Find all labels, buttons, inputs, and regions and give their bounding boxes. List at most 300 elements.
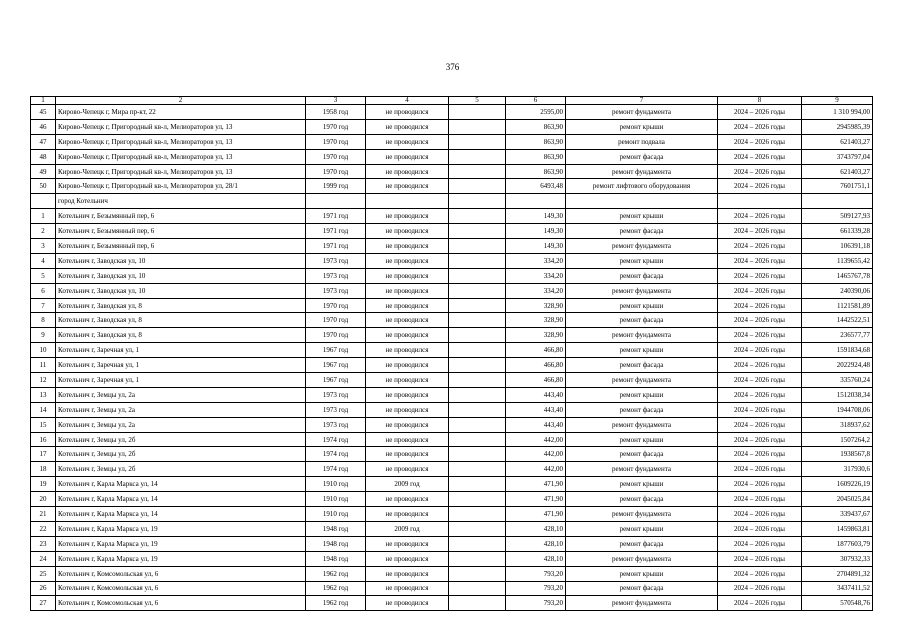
area-cell: 443,40 [506,417,566,432]
period-cell: 2024 – 2026 годы [718,596,802,611]
page-number: 376 [445,62,460,72]
period-cell: 2024 – 2026 годы [718,105,802,120]
row-number: 19 [31,477,56,492]
period-cell: 2024 – 2026 годы [718,551,802,566]
period-cell: 2024 – 2026 годы [718,164,802,179]
area-cell: 6493,48 [506,179,566,194]
empty-cell [449,373,506,388]
build-year-cell: 1999 год [306,179,366,194]
work-type-cell: ремонт фасада [566,536,718,551]
build-year-cell: 1967 год [306,373,366,388]
address-cell: Котельнич г, Карла Маркса ул, 19 [56,551,306,566]
row-number: 4 [31,253,56,268]
area-cell: 471,90 [506,477,566,492]
table-row [31,298,873,313]
table-row [31,313,873,328]
build-year-cell: 1970 год [306,134,366,149]
table-row [31,164,873,179]
cost-cell: 1442522,51 [802,313,873,328]
last-overhaul-cell: не проводился [366,328,449,343]
last-overhaul-cell: 2009 год [366,477,449,492]
empty-cell [366,194,449,209]
last-overhaul-cell: не проводился [366,417,449,432]
empty-cell [449,298,506,313]
build-year-cell: 1974 год [306,447,366,462]
period-cell: 2024 – 2026 годы [718,462,802,477]
table-row [31,387,873,402]
empty-cell [449,343,506,358]
cost-cell: 1459863,81 [802,521,873,536]
last-overhaul-cell: не проводился [366,149,449,164]
address-cell: Котельнич г, Заводская ул, 10 [56,283,306,298]
work-type-cell: ремонт крыши [566,253,718,268]
empty-cell [449,521,506,536]
row-number: 24 [31,551,56,566]
table-row [31,224,873,239]
last-overhaul-cell: не проводился [366,119,449,134]
period-cell: 2024 – 2026 годы [718,298,802,313]
table-row [31,507,873,522]
address-cell: Котельнич г, Земцы ул, 2а [56,387,306,402]
build-year-cell: 1973 год [306,417,366,432]
row-number: 47 [31,134,56,149]
address-cell: Кирово-Чепецк г, Пригородный кв-л, Мелиораторов ул, 28/1 [56,179,306,194]
table-row [31,149,873,164]
address-cell: Котельнич г, Заречная ул, 1 [56,373,306,388]
row-number: 14 [31,402,56,417]
row-number: 21 [31,507,56,522]
cost-cell: 570548,76 [802,596,873,611]
table-row [31,209,873,224]
last-overhaul-cell: не проводился [366,134,449,149]
table-row [31,432,873,447]
area-cell: 328,90 [506,328,566,343]
build-year-cell: 1910 год [306,477,366,492]
area-cell: 863,90 [506,164,566,179]
empty-cell [449,507,506,522]
area-cell: 466,80 [506,373,566,388]
table-row [31,283,873,298]
cost-cell: 1944708,06 [802,402,873,417]
cost-cell: 335760,24 [802,373,873,388]
build-year-cell: 1973 год [306,283,366,298]
last-overhaul-cell: не проводился [366,536,449,551]
build-year-cell: 1974 год [306,462,366,477]
empty-cell [449,551,506,566]
last-overhaul-cell: не проводился [366,343,449,358]
address-cell: Котельнич г, Безымянный пер, 6 [56,224,306,239]
period-cell: 2024 – 2026 годы [718,581,802,596]
period-cell: 2024 – 2026 годы [718,268,802,283]
column-header: 9 [802,97,873,105]
work-type-cell: ремонт фасада [566,581,718,596]
empty-cell [449,283,506,298]
address-cell: Кирово-Чепецк г, Пригородный кв-л, Мелиораторов ул, 13 [56,149,306,164]
column-header: 5 [449,97,506,105]
period-cell: 2024 – 2026 годы [718,492,802,507]
row-number: 48 [31,149,56,164]
work-type-cell: ремонт крыши [566,209,718,224]
area-cell: 471,90 [506,507,566,522]
empty-cell [449,536,506,551]
last-overhaul-cell: не проводился [366,447,449,462]
column-header: 6 [506,97,566,105]
address-cell: Котельнич г, Комсомольская ул, 6 [56,581,306,596]
cost-cell: 240390,06 [802,283,873,298]
cost-cell: 106391,18 [802,239,873,254]
row-number: 1 [31,209,56,224]
build-year-cell: 1970 год [306,313,366,328]
last-overhaul-cell: не проводился [366,224,449,239]
cost-cell: 1465767,78 [802,268,873,283]
period-cell: 2024 – 2026 годы [718,149,802,164]
address-cell: Котельнич г, Заводская ул, 8 [56,328,306,343]
row-number: 12 [31,373,56,388]
area-cell: 328,90 [506,298,566,313]
column-header: 1 [31,97,56,105]
empty-cell [449,328,506,343]
last-overhaul-cell: не проводился [366,298,449,313]
cost-cell: 1609226,19 [802,477,873,492]
period-cell: 2024 – 2026 годы [718,343,802,358]
housing-repair-table [30,96,873,611]
table-row [31,119,873,134]
cost-cell: 1877603,79 [802,536,873,551]
last-overhaul-cell: не проводился [366,432,449,447]
last-overhaul-cell: не проводился [366,387,449,402]
cost-cell: 621403,27 [802,164,873,179]
period-cell: 2024 – 2026 годы [718,417,802,432]
empty-cell [449,596,506,611]
area-cell: 334,20 [506,253,566,268]
last-overhaul-cell: не проводился [366,373,449,388]
build-year-cell: 1910 год [306,492,366,507]
last-overhaul-cell: не проводился [366,581,449,596]
empty-cell [449,462,506,477]
work-type-cell: ремонт фасада [566,447,718,462]
area-cell: 442,00 [506,447,566,462]
empty-cell [449,417,506,432]
address-cell: Котельнич г, Заречная ул, 1 [56,343,306,358]
address-cell: Кирово-Чепецк г, Пригородный кв-л, Мелиораторов ул, 13 [56,119,306,134]
address-cell: Котельнич г, Комсомольская ул, 6 [56,596,306,611]
table-row [31,179,873,194]
row-number: 5 [31,268,56,283]
build-year-cell: 1970 год [306,164,366,179]
last-overhaul-cell: не проводился [366,253,449,268]
work-type-cell: ремонт фасада [566,268,718,283]
empty-cell [449,209,506,224]
cost-cell: 2022924,48 [802,358,873,373]
work-type-cell: ремонт фасада [566,358,718,373]
empty-cell [449,387,506,402]
cost-cell: 509127,93 [802,209,873,224]
cost-cell: 1591834,68 [802,343,873,358]
empty-cell [449,581,506,596]
empty-cell [449,492,506,507]
table-row [31,373,873,388]
last-overhaul-cell: не проводился [366,179,449,194]
address-cell: Котельнич г, Заводская ул, 10 [56,253,306,268]
period-cell: 2024 – 2026 годы [718,134,802,149]
period-cell: 2024 – 2026 годы [718,313,802,328]
row-number: 17 [31,447,56,462]
empty-cell [449,358,506,373]
cost-cell: 1938567,8 [802,447,873,462]
area-cell: 442,00 [506,462,566,477]
row-number: 16 [31,432,56,447]
period-cell: 2024 – 2026 годы [718,447,802,462]
build-year-cell: 1974 год [306,432,366,447]
area-cell: 466,80 [506,358,566,373]
build-year-cell: 1970 год [306,328,366,343]
area-cell: 793,20 [506,566,566,581]
table-row [31,358,873,373]
period-cell: 2024 – 2026 годы [718,432,802,447]
last-overhaul-cell: не проводился [366,492,449,507]
address-cell: Кирово-Чепецк г, Пригородный кв-л, Мелиораторов ул, 13 [56,134,306,149]
cost-cell: 1512038,34 [802,387,873,402]
build-year-cell: 1948 год [306,521,366,536]
work-type-cell: ремонт фундамента [566,373,718,388]
row-number: 25 [31,566,56,581]
table-row [31,566,873,581]
cost-cell: 2945985,39 [802,119,873,134]
period-cell: 2024 – 2026 годы [718,283,802,298]
build-year-cell: 1948 год [306,536,366,551]
empty-cell [449,402,506,417]
period-cell: 2024 – 2026 годы [718,358,802,373]
table-row [31,105,873,120]
period-cell: 2024 – 2026 годы [718,521,802,536]
table-row [31,596,873,611]
last-overhaul-cell: не проводился [366,596,449,611]
work-type-cell: ремонт фундамента [566,239,718,254]
work-type-cell: ремонт крыши [566,477,718,492]
build-year-cell: 1970 год [306,298,366,313]
area-cell: 334,20 [506,283,566,298]
last-overhaul-cell: не проводился [366,313,449,328]
address-cell: Котельнич г, Безымянный пер, 6 [56,239,306,254]
period-cell: 2024 – 2026 годы [718,387,802,402]
build-year-cell: 1970 год [306,149,366,164]
last-overhaul-cell: 2009 год [366,521,449,536]
work-type-cell: ремонт фундамента [566,462,718,477]
address-cell: Котельнич г, Карла Маркса ул, 19 [56,536,306,551]
table-row [31,239,873,254]
period-cell: 2024 – 2026 годы [718,239,802,254]
work-type-cell: ремонт фасада [566,402,718,417]
period-cell: 2024 – 2026 годы [718,507,802,522]
address-cell: Котельнич г, Земцы ул, 2б [56,462,306,477]
table-row [31,134,873,149]
work-type-cell: ремонт подвала [566,134,718,149]
cost-cell: 1 310 994,00 [802,105,873,120]
empty-cell [449,239,506,254]
period-cell: 2024 – 2026 годы [718,566,802,581]
build-year-cell: 1971 год [306,209,366,224]
empty-cell [449,224,506,239]
address-cell: Котельнич г, Земцы ул, 2б [56,447,306,462]
work-type-cell: ремонт фундамента [566,105,718,120]
build-year-cell: 1971 год [306,224,366,239]
build-year-cell: 1962 год [306,566,366,581]
last-overhaul-cell: не проводился [366,551,449,566]
empty-cell [566,194,718,209]
row-number: 18 [31,462,56,477]
cost-cell: 1139655,42 [802,253,873,268]
work-type-cell: ремонт фундамента [566,596,718,611]
build-year-cell: 1973 год [306,253,366,268]
table-row [31,581,873,596]
area-cell: 2595,00 [506,105,566,120]
work-type-cell: ремонт фундамента [566,551,718,566]
build-year-cell: 1967 год [306,343,366,358]
empty-cell [449,149,506,164]
row-number: 45 [31,105,56,120]
last-overhaul-cell: не проводился [366,402,449,417]
table-row [31,402,873,417]
row-number: 46 [31,119,56,134]
period-cell: 2024 – 2026 годы [718,477,802,492]
section-row [31,194,873,209]
empty-cell [449,477,506,492]
period-cell: 2024 – 2026 годы [718,328,802,343]
area-cell: 863,90 [506,119,566,134]
table-row [31,521,873,536]
cost-cell: 7601751,1 [802,179,873,194]
address-cell: Котельнич г, Карла Маркса ул, 14 [56,492,306,507]
empty-cell [31,194,56,209]
work-type-cell: ремонт фундамента [566,417,718,432]
cost-cell: 2045025,84 [802,492,873,507]
empty-cell [306,194,366,209]
cost-cell: 3437411,52 [802,581,873,596]
row-number: 27 [31,596,56,611]
last-overhaul-cell: не проводился [366,105,449,120]
empty-cell [802,194,873,209]
area-cell: 793,20 [506,581,566,596]
empty-cell [449,119,506,134]
empty-cell [449,432,506,447]
row-number: 20 [31,492,56,507]
row-number: 9 [31,328,56,343]
work-type-cell: ремонт фасада [566,492,718,507]
address-cell: Котельнич г, Карла Маркса ул, 19 [56,521,306,536]
build-year-cell: 1970 год [306,119,366,134]
cost-cell: 339437,67 [802,507,873,522]
period-cell: 2024 – 2026 годы [718,402,802,417]
cost-cell: 661339,28 [802,224,873,239]
last-overhaul-cell: не проводился [366,268,449,283]
area-cell: 443,40 [506,402,566,417]
last-overhaul-cell: не проводился [366,209,449,224]
section-title: город Котельнич [56,194,306,209]
address-cell: Котельнич г, Земцы ул, 2б [56,432,306,447]
table-row [31,492,873,507]
cost-cell: 318937,62 [802,417,873,432]
build-year-cell: 1973 год [306,268,366,283]
cost-cell: 307932,33 [802,551,873,566]
address-cell: Котельнич г, Земцы ул, 2а [56,417,306,432]
empty-cell [449,134,506,149]
empty-cell [449,164,506,179]
last-overhaul-cell: не проводился [366,507,449,522]
address-cell: Котельнич г, Заводская ул, 8 [56,313,306,328]
last-overhaul-cell: не проводился [366,239,449,254]
period-cell: 2024 – 2026 годы [718,253,802,268]
row-number: 49 [31,164,56,179]
row-number: 6 [31,283,56,298]
build-year-cell: 1948 год [306,551,366,566]
build-year-cell: 1967 год [306,358,366,373]
table-row [31,447,873,462]
column-header: 7 [566,97,718,105]
last-overhaul-cell: не проводился [366,462,449,477]
work-type-cell: ремонт крыши [566,387,718,402]
last-overhaul-cell: не проводился [366,164,449,179]
build-year-cell: 1958 год [306,105,366,120]
build-year-cell: 1971 год [306,239,366,254]
work-type-cell: ремонт крыши [566,521,718,536]
work-type-cell: ремонт крыши [566,119,718,134]
area-cell: 443,40 [506,387,566,402]
empty-cell [718,194,802,209]
period-cell: 2024 – 2026 годы [718,179,802,194]
area-cell: 334,20 [506,268,566,283]
cost-cell: 2704891,32 [802,566,873,581]
cost-cell: 1507264,2 [802,432,873,447]
column-header: 2 [56,97,306,105]
table-row [31,462,873,477]
empty-cell [449,179,506,194]
period-cell: 2024 – 2026 годы [718,373,802,388]
empty-cell [449,447,506,462]
area-cell: 471,90 [506,492,566,507]
row-number: 3 [31,239,56,254]
cost-cell: 1121581,89 [802,298,873,313]
row-number: 50 [31,179,56,194]
row-number: 7 [31,298,56,313]
work-type-cell: ремонт фундамента [566,164,718,179]
table-row [31,268,873,283]
table-row [31,343,873,358]
area-cell: 442,00 [506,432,566,447]
area-cell: 793,20 [506,596,566,611]
row-number: 15 [31,417,56,432]
cost-cell: 621403,27 [802,134,873,149]
table-row [31,551,873,566]
row-number: 22 [31,521,56,536]
cost-cell: 317930,6 [802,462,873,477]
address-cell: Котельнич г, Комсомольская ул, 6 [56,566,306,581]
area-cell: 466,80 [506,343,566,358]
address-cell: Котельнич г, Безымянный пер, 6 [56,209,306,224]
last-overhaul-cell: не проводился [366,358,449,373]
address-cell: Котельнич г, Заводская ул, 8 [56,298,306,313]
empty-cell [449,268,506,283]
table-row [31,536,873,551]
area-cell: 428,10 [506,551,566,566]
address-cell: Котельнич г, Карла Маркса ул, 14 [56,477,306,492]
empty-cell [449,253,506,268]
work-type-cell: ремонт фундамента [566,507,718,522]
table-row [31,253,873,268]
empty-cell [449,313,506,328]
build-year-cell: 1962 год [306,596,366,611]
row-number: 26 [31,581,56,596]
address-cell: Кирово-Чепецк г, Пригородный кв-л, Мелиораторов ул, 13 [56,164,306,179]
